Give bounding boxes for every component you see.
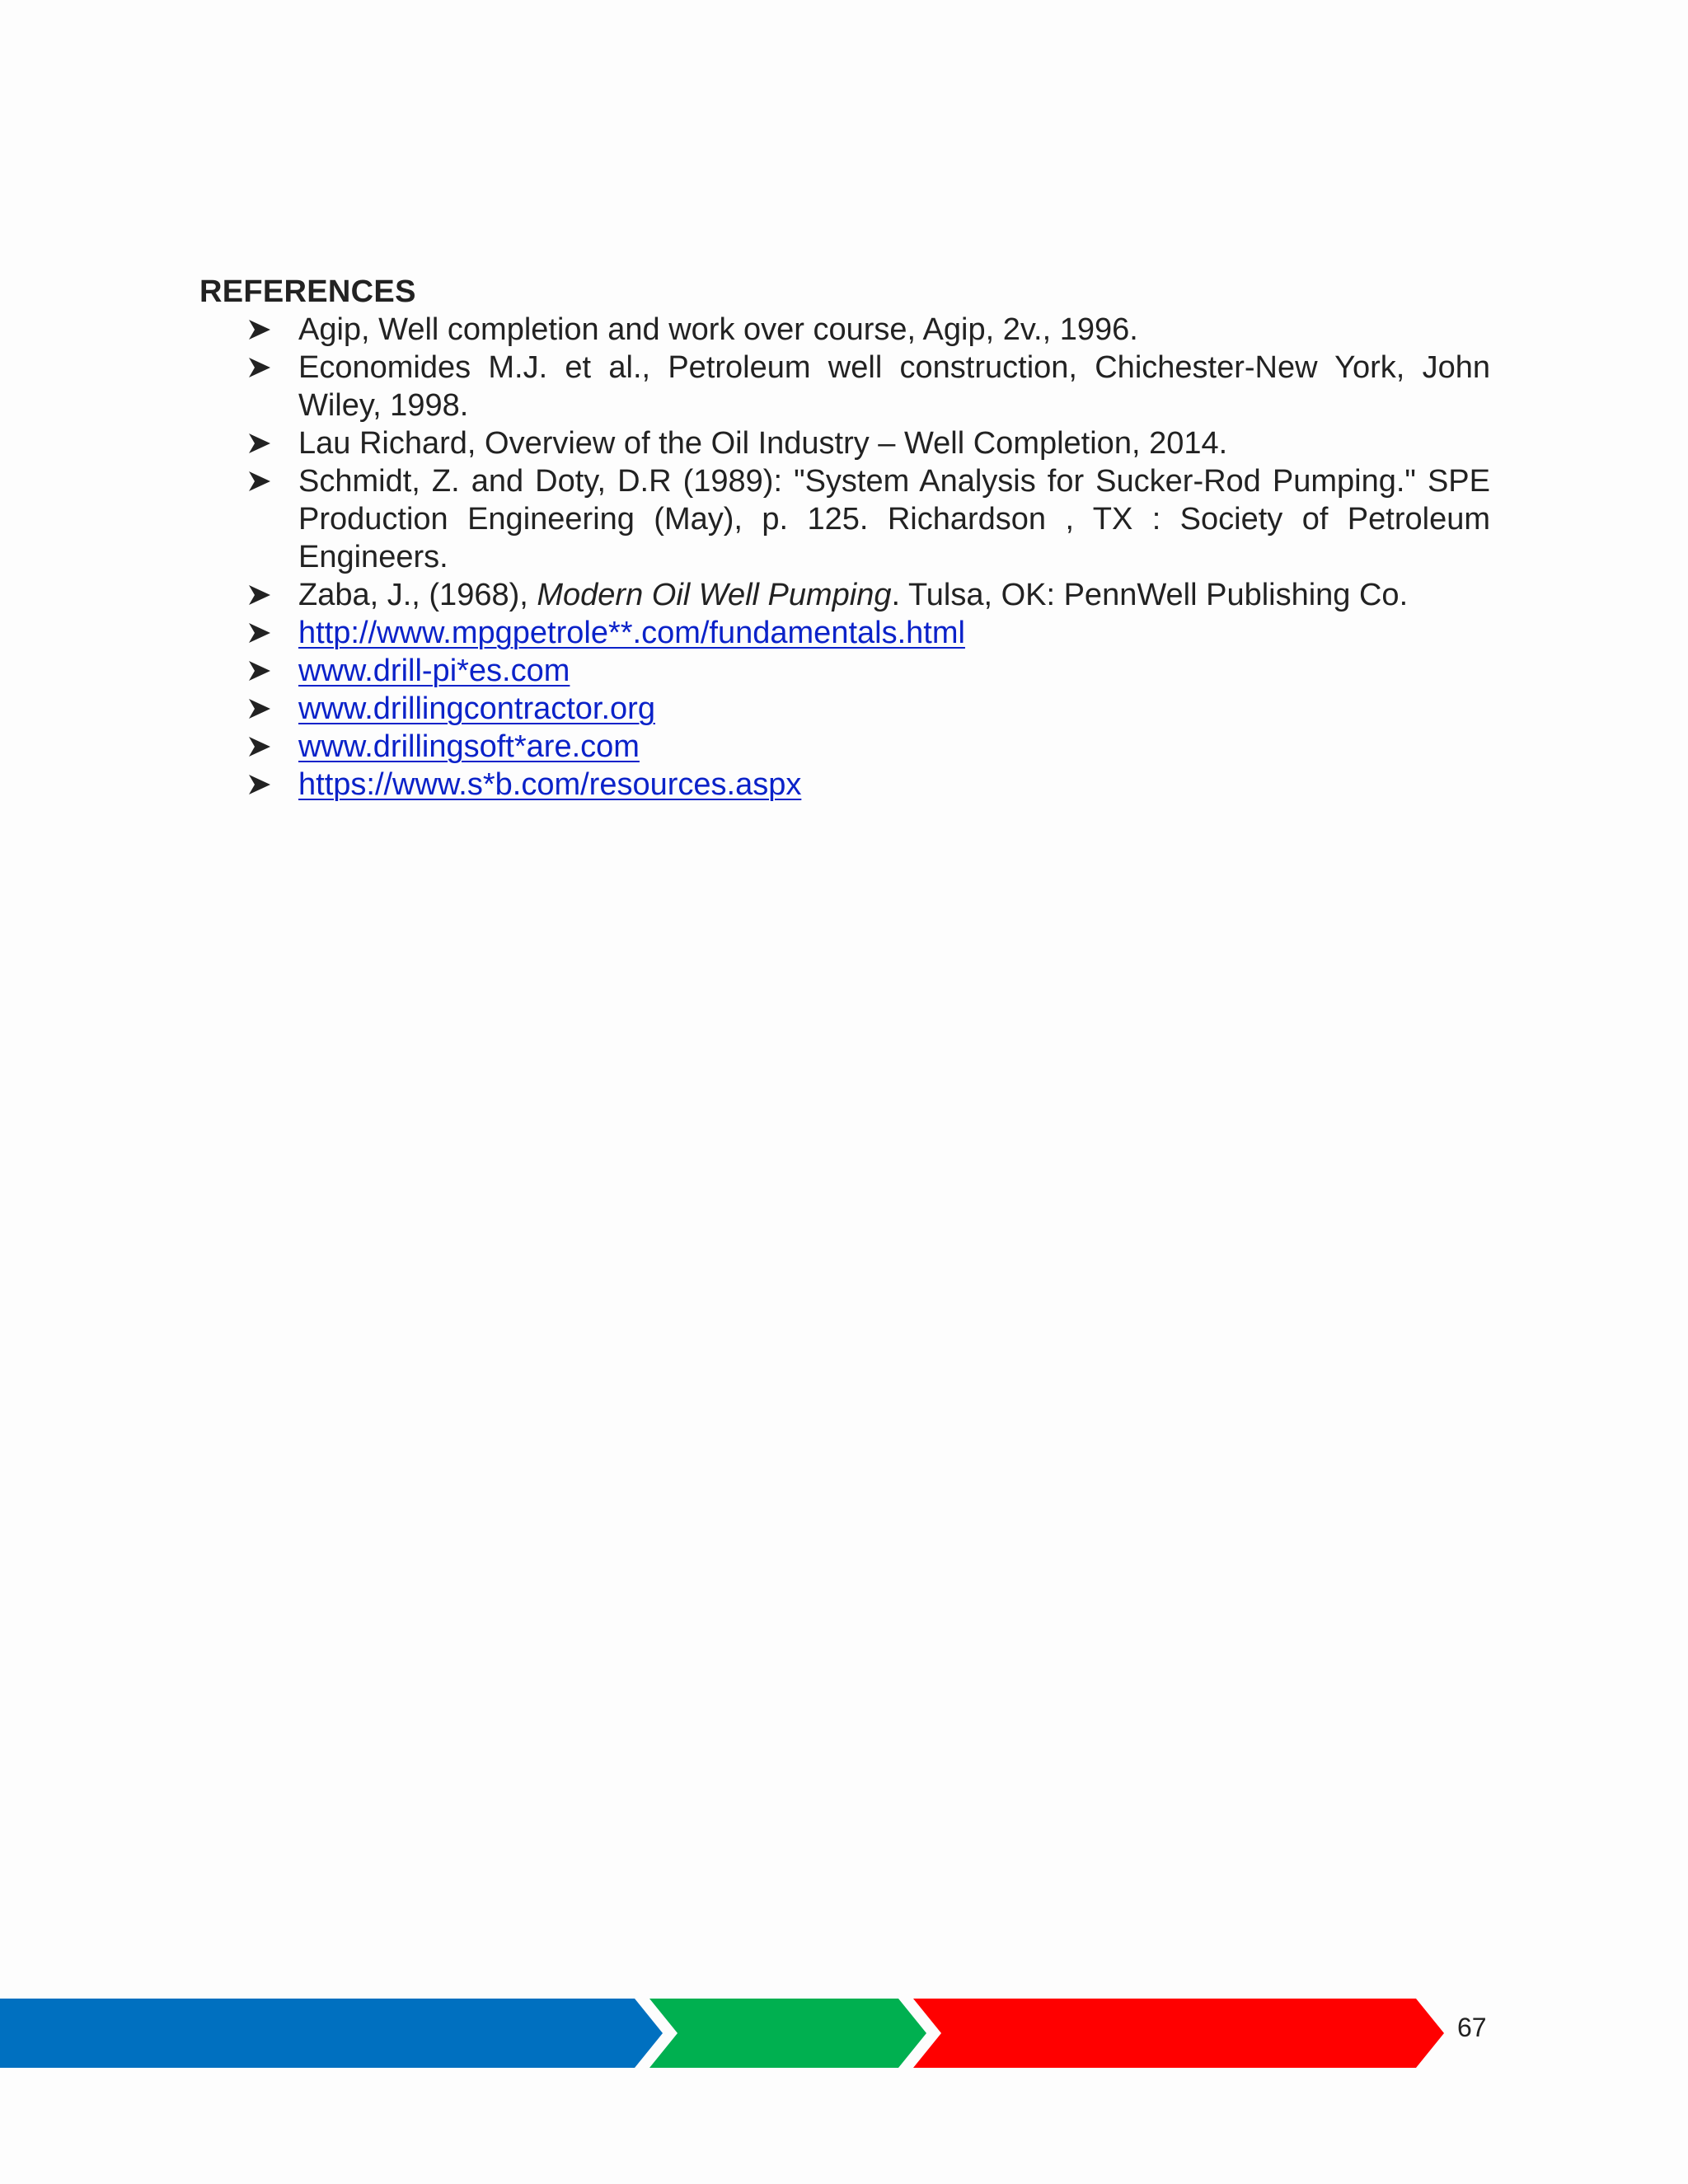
reference-item (247, 576, 1490, 614)
reference-link-item (247, 690, 1490, 728)
reference-link[interactable]: http://www.mpgpetrole**.com/fundamentals.html (298, 616, 965, 650)
reference-text-continued: . Tulsa, OK: PennWell Publishing Co. (891, 578, 1409, 612)
references-list (247, 311, 1490, 804)
reference-text: Lau Richard, Overview of the Oil Industry – Well Completion, 2014. (298, 426, 1228, 461)
arrowhead-bullet-icon (247, 431, 272, 456)
references-heading: REFERENCES (199, 274, 416, 309)
reference-link[interactable]: www.drillingcontractor.org (298, 691, 655, 726)
reference-text: Zaba, J., (1968), (298, 578, 537, 612)
reference-text: Economides M.J. et al., Petroleum well construction, Chichester-New York, John Wiley, 1998. (298, 350, 1490, 423)
reference-link[interactable]: www.drill-pi*es.com (298, 654, 570, 688)
reference-item (247, 462, 1490, 576)
reference-link-item (247, 728, 1490, 766)
arrowhead-bullet-icon (247, 696, 272, 721)
arrowhead-bullet-icon (247, 583, 272, 607)
page-number: 67 (1457, 2013, 1487, 2042)
reference-item (247, 349, 1490, 424)
green-chevron-segment (649, 1999, 926, 2068)
red-chevron-segment (913, 1999, 1444, 2068)
reference-item (247, 311, 1490, 349)
reference-link-item (247, 652, 1490, 690)
arrowhead-bullet-icon (247, 621, 272, 645)
arrowhead-bullet-icon (247, 658, 272, 683)
reference-link-item (247, 766, 1490, 804)
reference-link[interactable]: https://www.s*b.com/resources.aspx (298, 767, 802, 802)
blue-chevron-segment (0, 1999, 663, 2068)
arrowhead-bullet-icon (247, 772, 272, 797)
arrowhead-bullet-icon (247, 734, 272, 759)
reference-item (247, 424, 1490, 462)
reference-link[interactable]: www.drillingsoft*are.com (298, 729, 640, 764)
arrowhead-bullet-icon (247, 469, 272, 494)
arrowhead-bullet-icon (247, 317, 272, 342)
arrowhead-bullet-icon (247, 355, 272, 380)
reference-link-item (247, 614, 1490, 652)
reference-text: Schmidt, Z. and Doty, D.R (1989): "System Analysis for Sucker-Rod Pumping." SPE Production Engineering (May), p. 125. Richardson , TX : Society of Petroleum Engineers. (298, 464, 1490, 574)
footer-color-band (0, 1999, 1451, 2068)
reference-book-title: Modern Oil Well Pumping (537, 578, 892, 612)
reference-text: Agip, Well completion and work over course, Agip, 2v., 1996. (298, 312, 1138, 347)
